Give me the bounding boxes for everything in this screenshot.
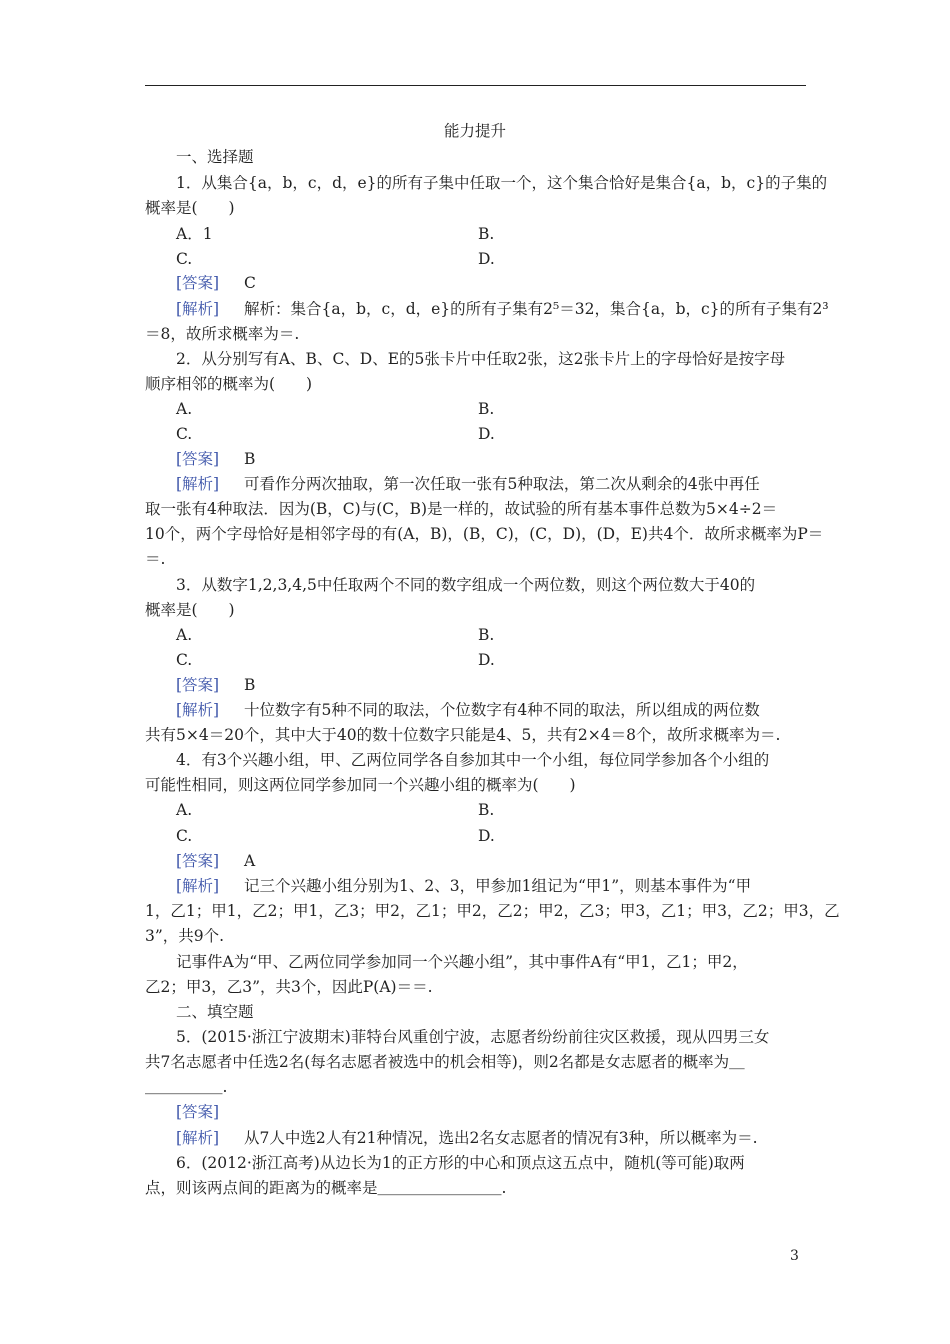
q4-analysis-line-4: 记事件A为“甲、乙两位同学参加同一个兴趣小组”，其中事件A有“甲1，乙1；甲2，	[176, 953, 748, 971]
q3-analysis-line-1: 十位数字有5种不同的取法，个位数字有4种不同的取法，所以组成的两位数	[244, 701, 760, 719]
q2-option-b: B.	[478, 400, 495, 418]
q4-analysis-line-1: 记三个兴趣小组分别为1、2、3，甲参加1组记为“甲1”，则基本事件为“甲	[244, 877, 752, 895]
q1-analysis-line-2: ＝8，故所求概率为＝.	[145, 325, 300, 343]
q2-option-d: D.	[478, 425, 495, 443]
q1-option-d: D.	[478, 250, 495, 268]
q5-stem-line-1: 5．(2015·浙江宁波期末)菲特台风重创宁波，志愿者纷纷前往灾区救援，现从四男三女	[176, 1028, 770, 1046]
q4-option-b: B.	[478, 801, 495, 819]
q4-answer: A	[244, 852, 256, 870]
q6-stem-line-2: 点，则该两点间的距离为的概率是＿＿＿＿＿＿＿＿.	[145, 1179, 507, 1197]
q2-option-c: C.	[176, 425, 193, 443]
q2-analysis-line-2: 取一张有4种取法．因为(B，C)与(C，B)是一样的，故试验的所有基本事件总数为5×4÷2＝	[145, 500, 778, 518]
q1-analysis-line-1: 解析：集合{a，b，c，d，e}的所有子集有2⁵＝32，集合{a，b，c}的所有子集有2³	[244, 300, 829, 318]
q4-analysis-line-5: 乙2；甲3，乙3”，共3个，因此P(A)＝＝.	[145, 978, 433, 996]
q4-analysis-tag: [解析]	[176, 877, 220, 895]
header-rule	[145, 85, 806, 86]
q1-answer-tag: [答案]	[176, 274, 220, 292]
q4-option-a: A.	[176, 801, 193, 819]
page-number: 3	[790, 1248, 799, 1264]
q1-stem-line-2: 概率是( )	[145, 199, 235, 217]
q2-answer: B	[244, 450, 256, 468]
q3-option-d: D.	[478, 651, 495, 669]
q3-answer: B	[244, 676, 256, 694]
q2-stem-line-2: 顺序相邻的概率为( )	[145, 375, 313, 393]
section-heading-choice: 一、选择题	[176, 148, 254, 166]
q5-analysis-line-1: 从7人中选2人有21种情况，选出2名女志愿者的情况有3种，所以概率为＝.	[244, 1129, 758, 1147]
q1-option-a: A．1	[176, 225, 213, 243]
q3-option-b: B.	[478, 626, 495, 644]
q4-option-d: D.	[478, 827, 495, 845]
q3-option-c: C.	[176, 651, 193, 669]
q2-analysis-line-3: 10个，两个字母恰好是相邻字母的有(A，B)，(B，C)，(C，D)，(D，E)共4个．故所求概率为P＝	[145, 525, 824, 543]
q4-analysis-line-2: 1，乙1；甲1，乙2；甲1，乙3；甲2，乙1；甲2，乙2；甲2，乙3；甲3，乙1；甲3，乙2；甲3，乙	[145, 902, 840, 920]
q4-analysis-line-3: 3”，共9个.	[145, 927, 225, 945]
q5-analysis-tag: [解析]	[176, 1129, 220, 1147]
q2-analysis-line-1: 可看作分两次抽取，第一次任取一张有5种取法，第二次从剩余的4张中再任	[244, 475, 760, 493]
q3-analysis-tag: [解析]	[176, 701, 220, 719]
q6-stem-line-1: 6．(2012·浙江高考)从边长为1的正方形的中心和顶点这五点中，随机(等可能)取两	[176, 1154, 745, 1172]
q2-option-a: A.	[176, 400, 193, 418]
section-heading-fill: 二、填空题	[176, 1003, 254, 1021]
q3-analysis-line-2: 共有5×4＝20个，其中大于40的数十位数字只能是4、5，共有2×4＝8个，故所求概率为＝.	[145, 726, 781, 744]
q3-answer-tag: [答案]	[176, 676, 220, 694]
q4-answer-tag: [答案]	[176, 852, 220, 870]
q4-stem-line-2: 可能性相同，则这两位同学参加同一个兴趣小组的概率为( )	[145, 776, 576, 794]
q5-stem-line-3: ＿＿＿＿＿.	[145, 1078, 228, 1096]
q2-answer-tag: [答案]	[176, 450, 220, 468]
page-title: 能力提升	[443, 122, 506, 140]
q5-stem-line-2: 共7名志愿者中任选2名(每名志愿者被选中的机会相等)，则2名都是女志愿者的概率为＿	[145, 1053, 745, 1071]
q1-answer: C	[244, 274, 256, 292]
q4-stem-line-1: 4．有3个兴趣小组，甲、乙两位同学各自参加其中一个小组，每位同学参加各个小组的	[176, 751, 770, 769]
q1-stem-line-1: 1．从集合{a，b，c，d，e}的所有子集中任取一个，这个集合恰好是集合{a，b，c}的子集的	[176, 174, 828, 192]
q3-stem-line-1: 3．从数字1,2,3,4,5中任取两个不同的数字组成一个两位数，则这个两位数大于40的	[176, 576, 756, 594]
q5-answer-tag: [答案]	[176, 1103, 220, 1121]
q2-stem-line-1: 2．从分别写有A、B、C、D、E的5张卡片中任取2张，这2张卡片上的字母恰好是按字母	[176, 350, 786, 368]
q4-option-c: C.	[176, 827, 193, 845]
q2-analysis-tag: [解析]	[176, 475, 220, 493]
q3-stem-line-2: 概率是( )	[145, 601, 235, 619]
q3-option-a: A.	[176, 626, 193, 644]
q1-analysis-tag: [解析]	[176, 300, 220, 318]
q1-option-c: C.	[176, 250, 193, 268]
q2-analysis-line-4: ＝.	[145, 550, 166, 568]
q1-option-b: B.	[478, 225, 495, 243]
